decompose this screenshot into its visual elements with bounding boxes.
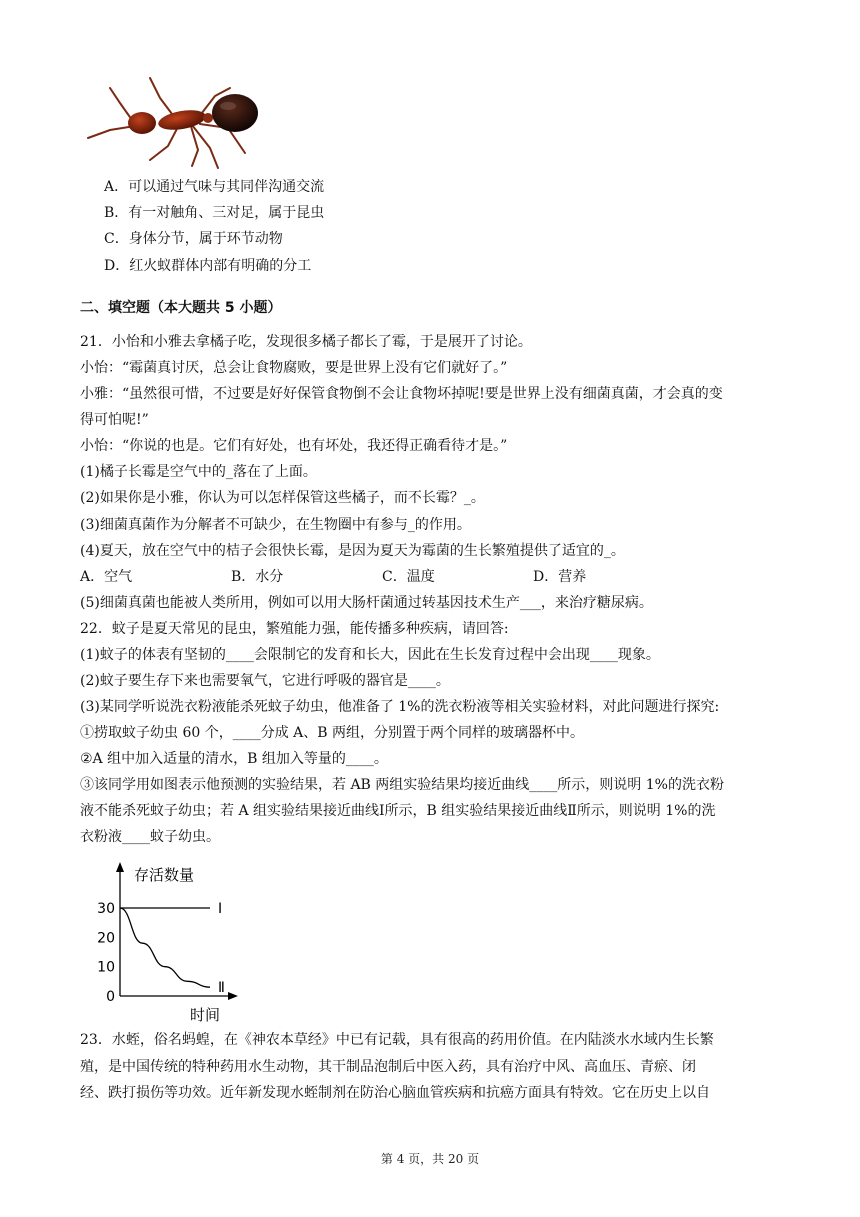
q21-dialog-3: 小怡：“你说的也是。它们有好处，也有坏处，我还得正确看待才是。” <box>80 438 508 454</box>
q23-line-1: 23．水蛭，俗名蚂蝗，在《神农本草经》中已有记载，具有很高的药用价值。在内陆淡水水域内生长繁 <box>80 1032 714 1048</box>
q22-sub-1: (1)蚊子的体表有坚韧的____会限制它的发育和长大，因此在生长发育过程中会出现____现象。 <box>80 647 660 663</box>
q21-option-a: A．空气 <box>80 569 133 585</box>
q21-sub-2: (2)如果你是小雅，你认为可以怎样保管这些橘子，而不长霉？_。 <box>80 490 485 506</box>
option-a: A．可以通过气味与其同伴沟通交流 <box>104 179 325 195</box>
q21-options <box>80 567 586 587</box>
q21-dialog-2: 小雅：“虽然很可惜，不过要是好好保管食物倒不会让食物坏掉呢!要是世界上没有细菌真菌，才会真的变 <box>80 386 723 402</box>
q22-intro: 22．蚊子是夏天常见的昆虫，繁殖能力强，能传播多种疾病，请回答: <box>80 621 509 637</box>
q21-dialog-1: 小怡：“霉菌真讨厌，总会让食物腐败，要是世界上没有它们就好了。” <box>80 360 508 376</box>
q22-step-1: ①捞取蚊子幼虫 60 个，____分成 A、B 两组，分别置于两个同样的玻璃器杯中。 <box>80 725 585 741</box>
x-axis-label: 时间 <box>190 1006 221 1024</box>
q21-sub-1: (1)橘子长霉是空气中的_落在了上面。 <box>80 464 317 480</box>
q21-option-b: B．水分 <box>231 569 284 585</box>
y-axis-label: 存活数量 <box>134 866 195 884</box>
page-footer: 第 4 页，共 20 页 <box>380 1152 480 1166</box>
y-tick-label: 10 <box>97 959 115 976</box>
y-axis-arrow <box>116 862 124 872</box>
q22-step-3c: 衣粉液____蚊子幼虫。 <box>80 829 220 845</box>
q21-sub-4: (4)夏天，放在空气中的桔子会很快长霉，是因为夏天为霉菌的生长繁殖提供了适宜的_。 <box>80 543 625 559</box>
y-tick-label: 20 <box>97 930 115 947</box>
q22-sub-3: (3)某同学听说洗衣粉液能杀死蚊子幼虫，他准备了 1%的洗衣粉液等相关实验材料，对此问题进行探究: <box>80 699 720 715</box>
survival-chart <box>90 856 250 1026</box>
q22-step-2: ②A 组中加入适量的清水，B 组加入等量的____。 <box>80 751 388 767</box>
option-c: C．身体分节，属于环节动物 <box>104 231 283 247</box>
q22-step-3a: ③该同学用如图表示他预测的实验结果，若 AB 两组实验结果均接近曲线____所示，则说明 1%的洗衣粉 <box>80 777 724 793</box>
q23-line-2: 殖，是中国传统的特种药用水生动物，其干制品泡制后中医入药，具有治疗中风、高血压、青瘀、闭 <box>80 1059 696 1075</box>
option-d: D．红火蚁群体内部有明确的分工 <box>104 258 312 274</box>
curve-label-1: Ⅰ <box>218 901 223 917</box>
q21-sub-5: (5)细菌真菌也能被人类所用，例如可以用大肠杆菌通过转基因技术生产___，来治疗糖尿病。 <box>80 595 653 611</box>
curve-label-2: Ⅱ <box>218 980 225 997</box>
option-b: B．有一对触角、三对足，属于昆虫 <box>104 205 325 221</box>
q21-dialog-2b: 得可怕呢!” <box>80 412 149 428</box>
q21-sub-3: (3)细菌真菌作为分解者不可缺少，在生物圈中有参与_的作用。 <box>80 517 471 533</box>
q21-intro: 21．小怡和小雅去拿橘子吃，发现很多橘子都长了霉，于是展开了讨论。 <box>80 334 532 350</box>
section-heading: 二、填空题（本大题共 5 小题） <box>80 300 282 316</box>
curve-2 <box>120 908 210 987</box>
q22-sub-2: (2)蚊子要生存下来也需要氧气，它进行呼吸的器官是____。 <box>80 673 450 689</box>
q21-option-d: D．营养 <box>533 569 587 585</box>
x-axis-arrow <box>228 992 238 1000</box>
q23-line-3: 经、跌打损伤等功效。近年新发现水蛭制剂在防治心脑血管疾病和抗癌方面具有特效。它在历史上以自 <box>80 1085 710 1101</box>
y-tick-label: 0 <box>106 989 115 1005</box>
q22-step-3b: 液不能杀死蚊子幼虫；若 A 组实验结果接近曲线Ⅰ所示，B 组实验结果接近曲线Ⅱ所示，则说明 1%的洗 <box>80 803 716 819</box>
q21-option-c: C．温度 <box>382 569 435 585</box>
y-tick-label: 30 <box>97 901 115 917</box>
ant-illustration <box>80 68 280 173</box>
